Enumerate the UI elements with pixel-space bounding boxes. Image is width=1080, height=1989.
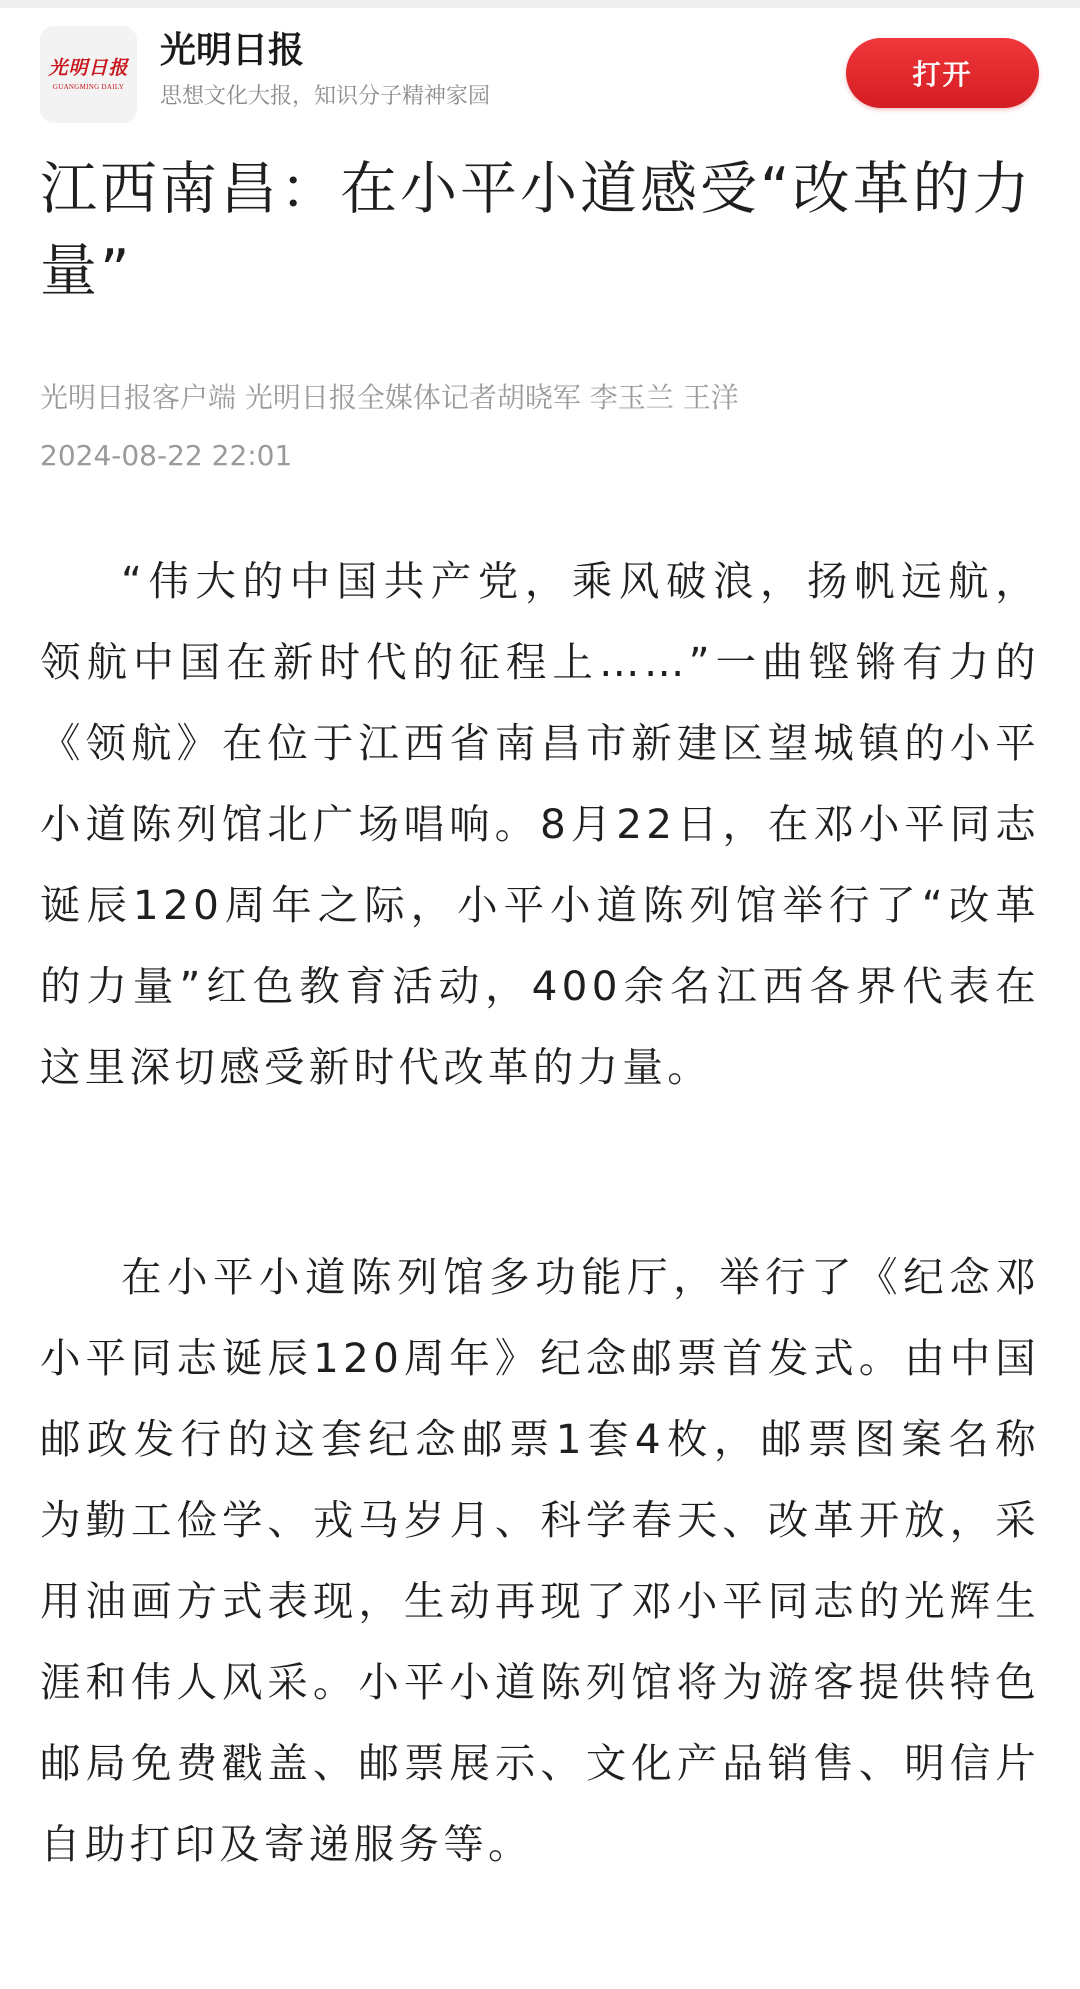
open-app-button[interactable]: 打开 [846, 38, 1039, 108]
article-title: 江西南昌：在小平小道感受“改革的力量” [40, 156, 1033, 304]
article-source: 光明日报客户端 光明日报全媒体记者胡晓军 李玉兰 王洋 [40, 381, 739, 414]
article-paragraph: “伟大的中国共产党，乘风破浪，扬帆远航，领航中国在新时代的征程上……”一曲铿锵有力的《领航》在位于江西省南昌市新建区望城镇的小平小道陈列馆北广场唱响。8月22日，在邓小平同志诞辰120周年之际，小平小道陈列馆举行了“改革的力量”红色教育活动，400余名江西各界代表在这里深切感受新时代改革的力量。 [40, 557, 1040, 1091]
logo-mark: 光明日报 [48, 56, 129, 79]
article-paragraph: 在小平小道陈列馆多功能厅，举行了《纪念邓小平同志诞辰120周年》纪念邮票首发式。由中国邮政发行的这套纪念邮票1套4枚，邮票图案名称为勤工俭学、戎马岁月、科学春天、改革开放，采用油画方式表现，生动再现了邓小平同志的光辉生涯和伟人风采。小平小道陈列馆将为游客提供特色邮局免费戳盖、邮票展示、文化产品销售、明信片自助打印及寄递服务等。 [40, 1253, 1040, 1868]
logo-subtext: GUANGMING DAILY [52, 82, 125, 91]
top-edge [0, 0, 1080, 8]
app-slogan: 思想文化大报，知识分子精神家园 [160, 84, 491, 109]
article-date: 2024-08-22 22:01 [40, 439, 293, 472]
app-logo [40, 26, 137, 123]
app-name: 光明日报 [160, 29, 305, 71]
app-banner [0, 8, 1080, 136]
